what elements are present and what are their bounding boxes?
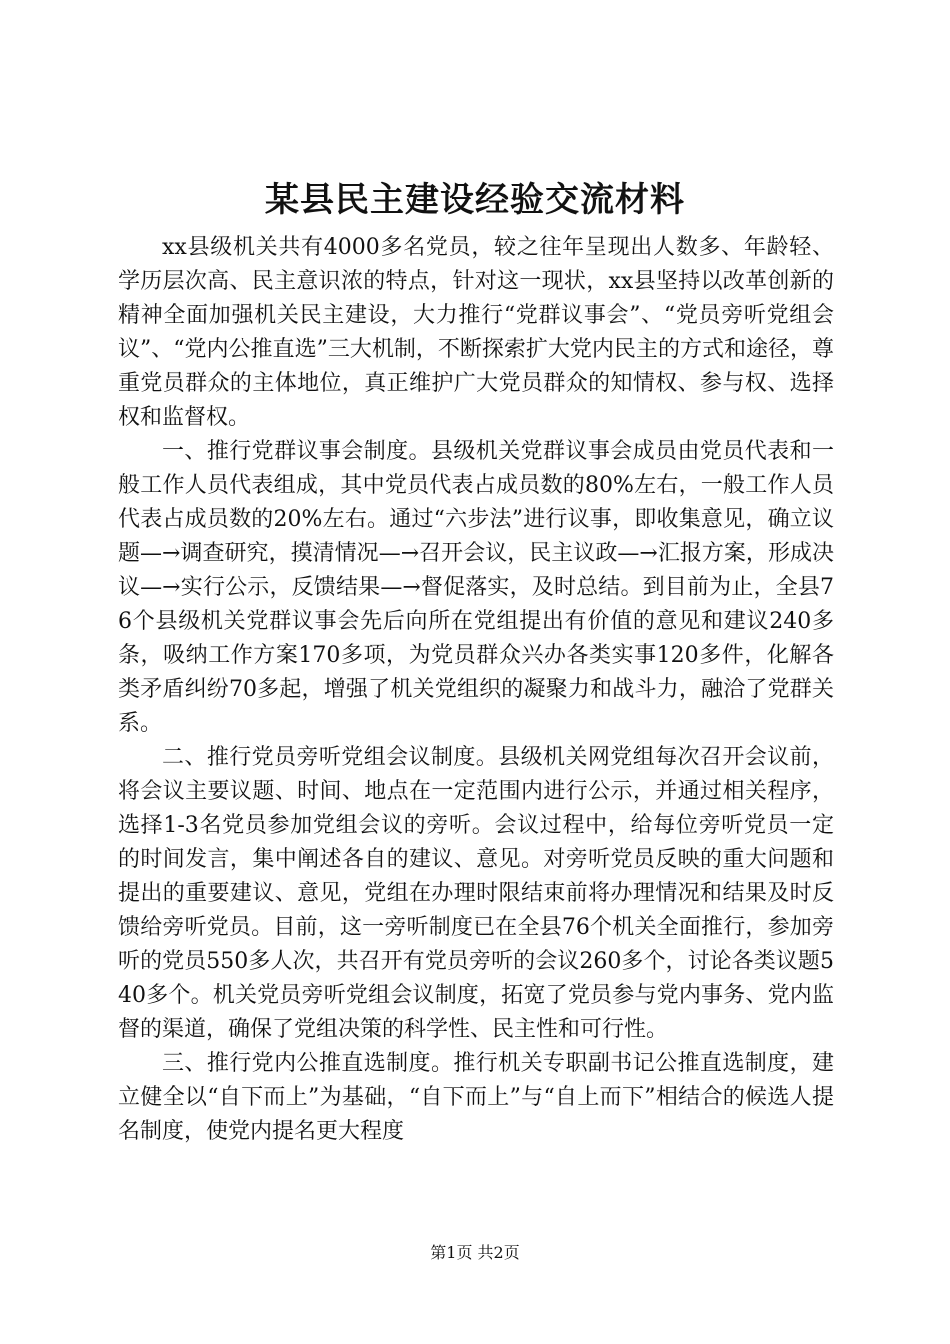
paragraph-section-3: 三、推行党内公推直选制度。推行机关专职副书记公推直选制度，建立健全以“自下而上”为基础，“自下而上”与“自上而下”相结合的候选人提名制度，使党内提名更大程度 bbox=[118, 1051, 834, 1144]
paragraph-intro: xx县级机关共有4000多名党员，较之往年呈现出人数多、年龄轻、学历层次高、民主意识浓的特点，针对这一现状，xx县坚持以改革创新的精神全面加强机关民主建设，大力推行“党群议事会”、“党员旁听党组会议”、“党内公推直选”三大机制，不断探索扩大党内民主的方式和途径，尊重党员群众的主体地位，真正维护广大党员群众的知情权、参与权、选择权和监督权。 bbox=[118, 235, 834, 430]
document-body bbox=[118, 231, 834, 1149]
page-number-footer: 第1页 共2页 bbox=[430, 1243, 520, 1262]
paragraph-section-2: 二、推行党员旁听党组会议制度。县级机关网党组每次召开会议前，将会议主要议题、时间、地点在一定范围内进行公示，并通过相关程序，选择1-3名党员参加党组会议的旁听。会议过程中，给每位旁听党员一定的时间发言，集中阐述各自的建议、意见。对旁听党员反映的重大问题和提出的重要建议、意见，党组在办理时限结束前将办理情况和结果及时反馈给旁听党员。目前，这一旁听制度已在全县76个机关全面推行，参加旁听的党员550多人次，共召开有党员旁听的会议260多个，讨论各类议题540多个。机关党员旁听党组会议制度，拓宽了党员参与党内事务、党内监督的渠道，确保了党组决策的科学性、民主性和可行性。 bbox=[118, 745, 834, 1042]
paragraph-section-1: 一、推行党群议事会制度。县级机关党群议事会成员由党员代表和一般工作人员代表组成，其中党员代表占成员数的80%左右，一般工作人员代表占成员数的20%左右。通过“六步法”进行议事，即收集意见，确立议题—→调查研究，摸清情况—→召开会议，民主议政—→汇报方案，形成决议—→实行公示，反馈结果—→督促落实，及时总结。到目前为止，全县76个县级机关党群议事会先后向所在党组提出有价值的意见和建议240多条，吸纳工作方案170多项，为党员群众兴办各类实事120多件，化解各类矛盾纠纷70多起，增强了机关党组织的凝聚力和战斗力，融洽了党群关系。 bbox=[118, 439, 834, 736]
document-title: 某县民主建设经验交流材料 bbox=[265, 180, 685, 220]
